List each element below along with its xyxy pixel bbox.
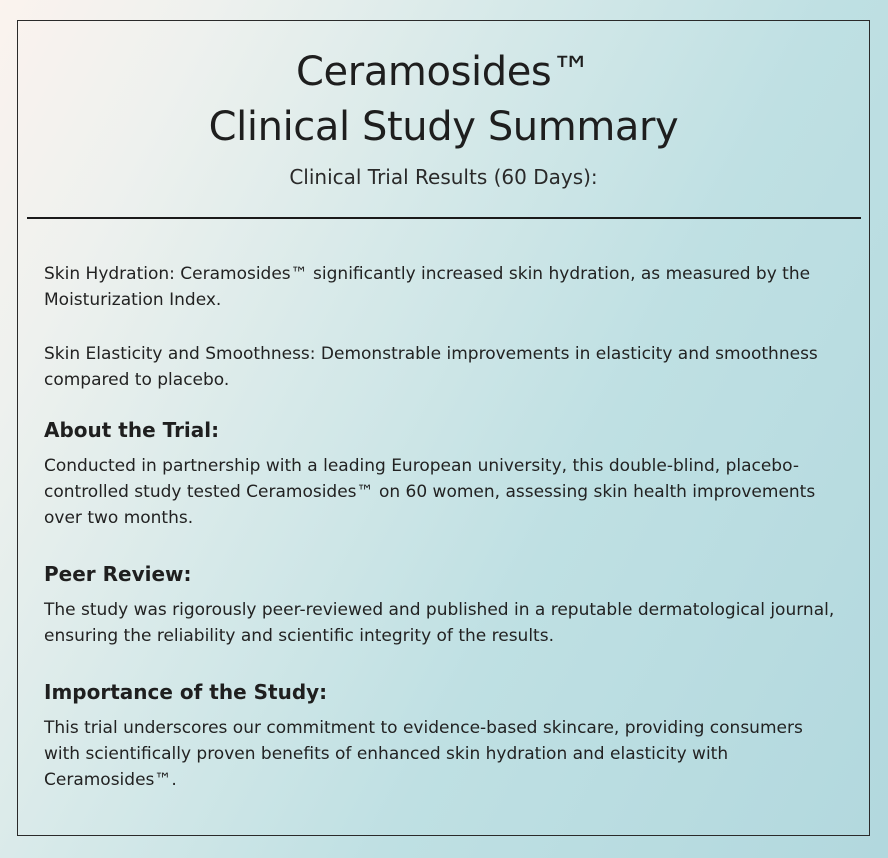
page-title bbox=[18, 45, 869, 155]
title-line-2: Clinical Study Summary bbox=[208, 104, 679, 150]
subtitle: Clinical Trial Results (60 Days): bbox=[289, 165, 598, 189]
result-skin-elasticity: Skin Elasticity and Smoothness: Demonstrable improvements in elasticity and smoothness compared to placebo. bbox=[44, 344, 818, 390]
section-heading-importance: Importance of the Study: bbox=[44, 680, 328, 704]
result-skin-hydration: Skin Hydration: Ceramosides™ significantly increased skin hydration, as measured by the Moisturization Index. bbox=[44, 264, 811, 310]
section-heading-about-trial: About the Trial: bbox=[44, 418, 220, 442]
content bbox=[44, 261, 843, 793]
section-heading-peer-review: Peer Review: bbox=[44, 562, 192, 586]
divider bbox=[27, 217, 861, 219]
title-line-1: Ceramosides™ bbox=[296, 49, 591, 95]
section-body-importance: This trial underscores our commitment to evidence-based skincare, providing consumers with scientifically proven benefits of enhanced skin hydration and elasticity with Ceramosides™. bbox=[44, 718, 803, 790]
header bbox=[18, 21, 869, 190]
summary-card bbox=[17, 20, 870, 836]
section-body-about-trial: Conducted in partnership with a leading European university, this double-blind, placebo-controlled study tested Ceramosides™ on 60 women, assessing skin health improvements over two months. bbox=[44, 456, 816, 528]
section-body-peer-review: The study was rigorously peer-reviewed and published in a reputable dermatological journal, ensuring the reliability and scientific integrity of the results. bbox=[44, 600, 835, 646]
